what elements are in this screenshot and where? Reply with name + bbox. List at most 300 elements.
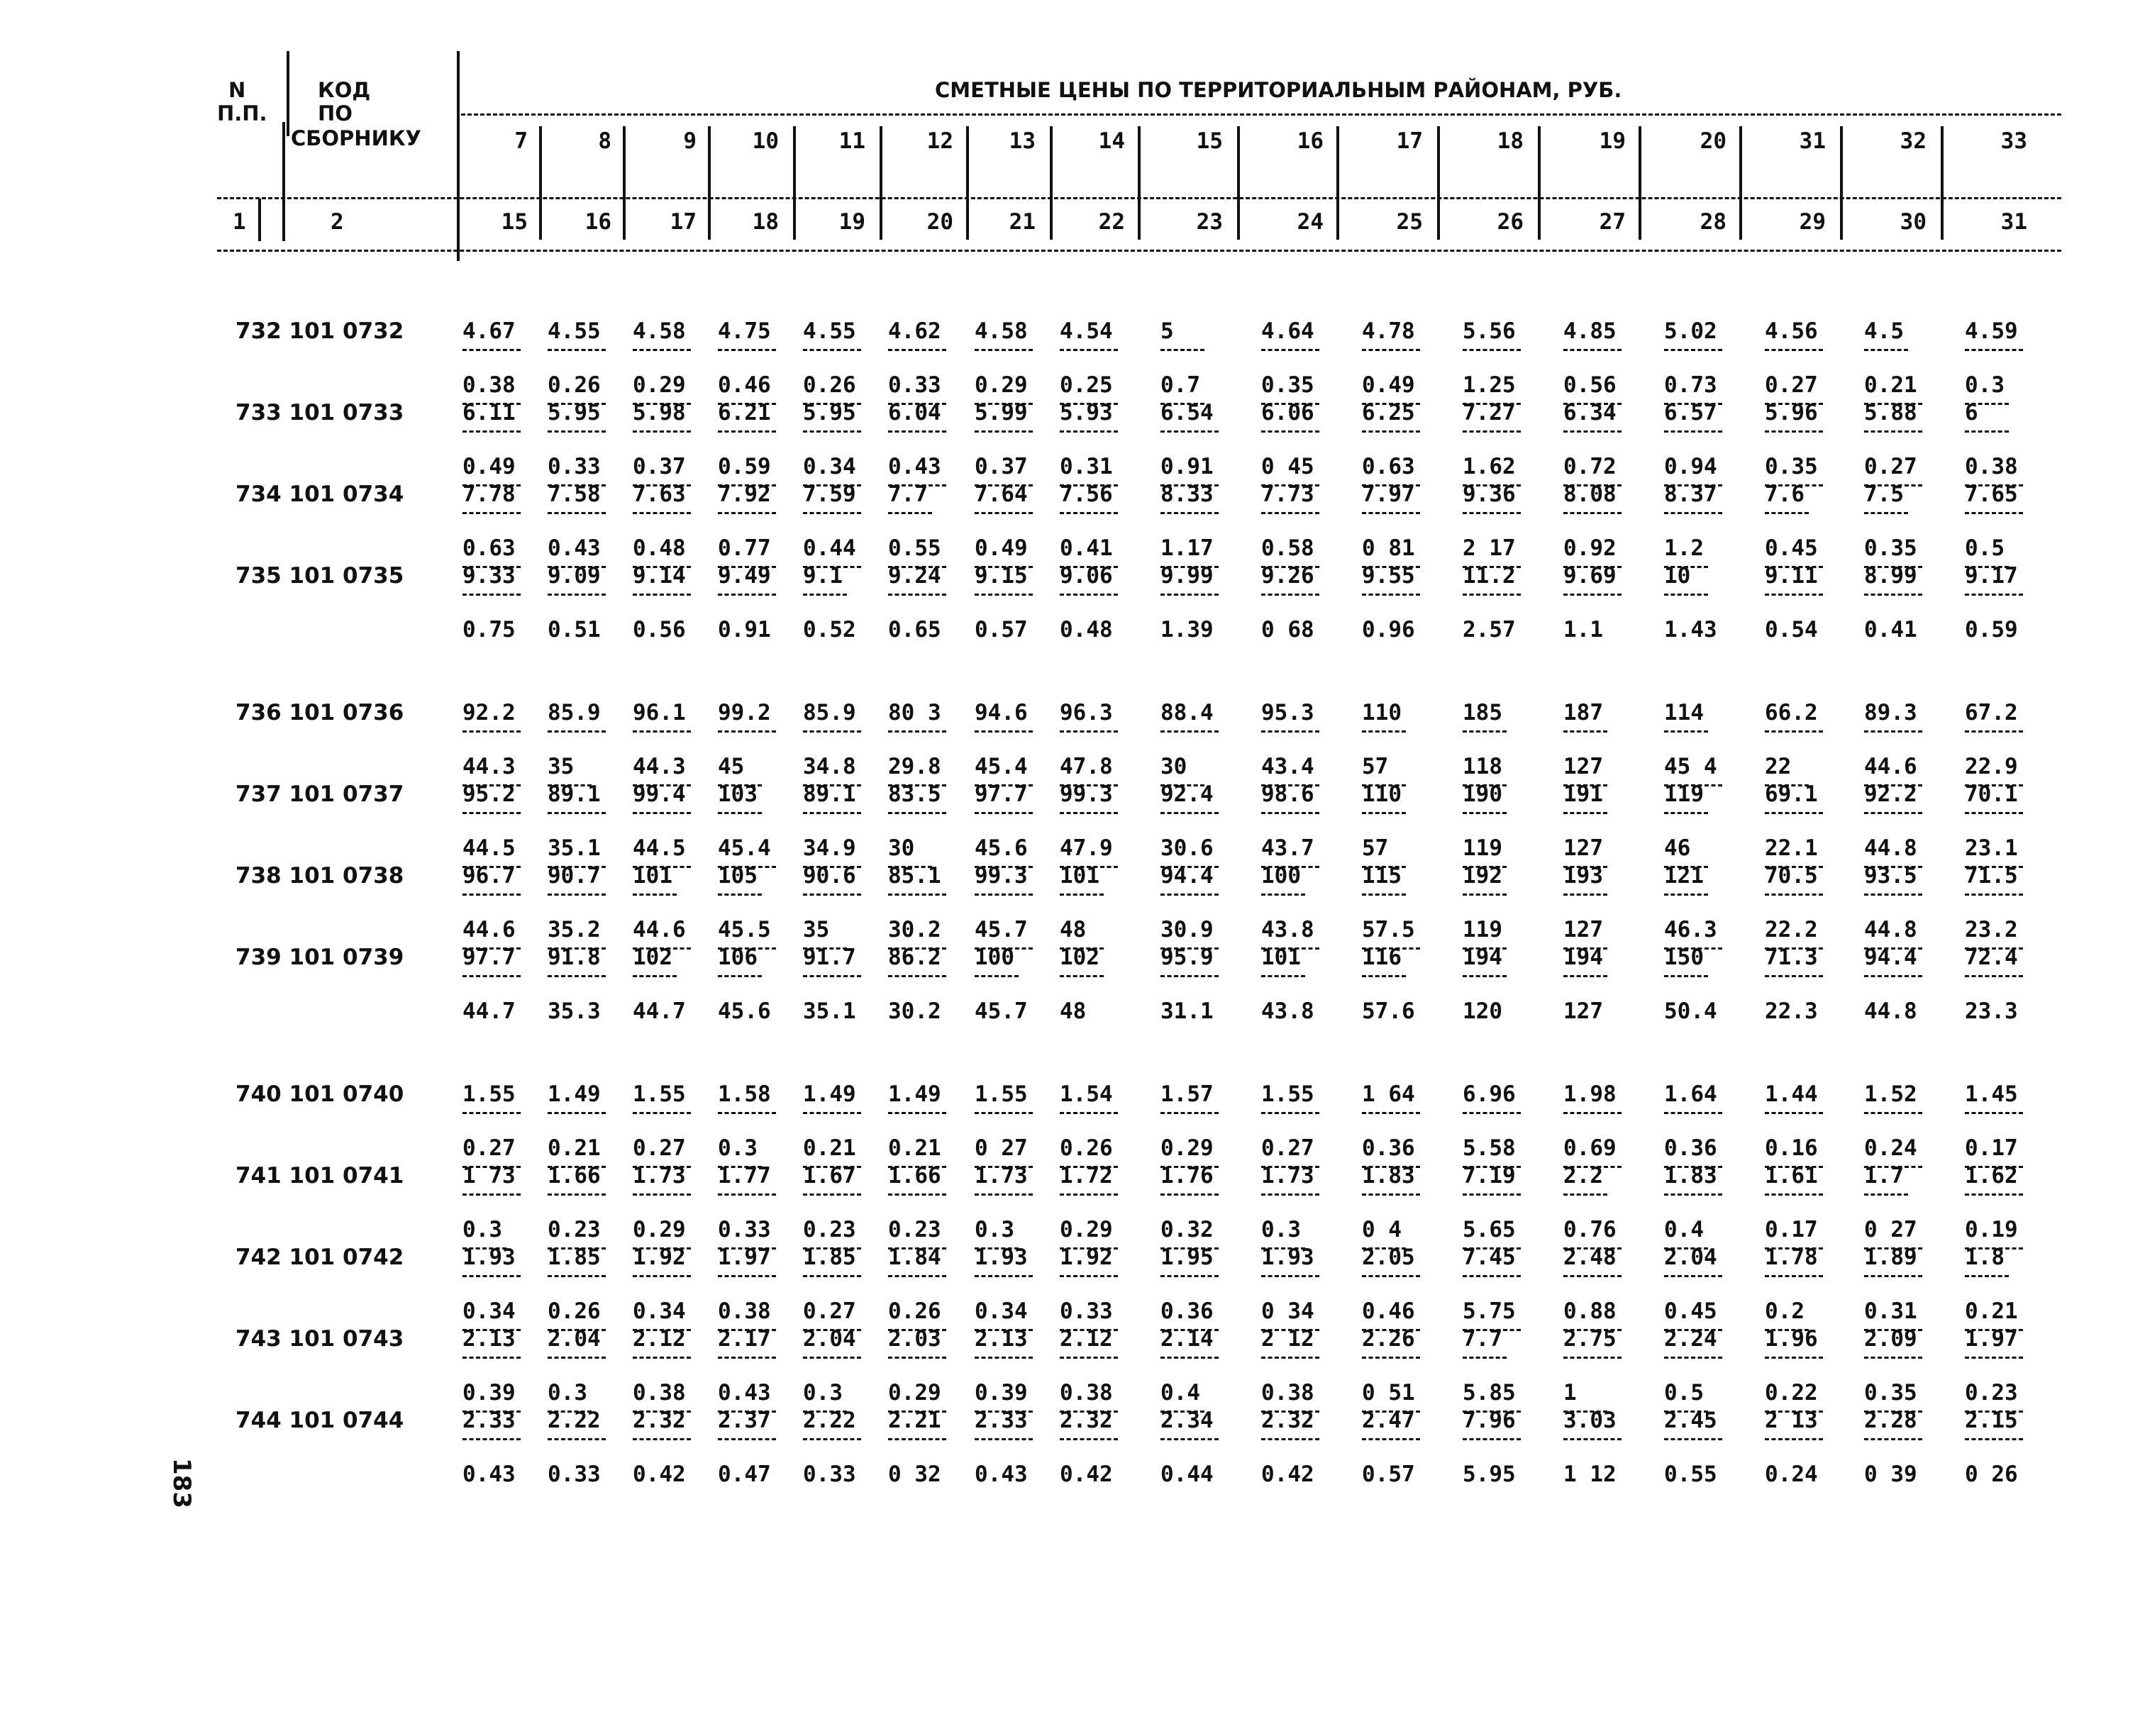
header-rule bbox=[217, 250, 2061, 252]
fraction-bar bbox=[888, 594, 946, 596]
price-cell: 0.21 bbox=[548, 1135, 601, 1162]
district-number: 7 bbox=[514, 128, 528, 154]
price-cell: 0.65 bbox=[888, 617, 941, 643]
price-cell: 0.63 bbox=[1362, 454, 1415, 480]
column-index: 25 bbox=[1396, 209, 1423, 235]
price-cell: 0.34 bbox=[975, 1298, 1028, 1325]
fraction-bar bbox=[975, 975, 1019, 977]
fraction-bar bbox=[633, 430, 691, 433]
fraction-bar bbox=[1362, 812, 1406, 814]
price-cell: 30.9 bbox=[1160, 917, 1214, 943]
fraction-bar bbox=[1765, 975, 1823, 977]
price-cell: 0.56 bbox=[633, 617, 686, 643]
district-number: 18 bbox=[1497, 128, 1524, 154]
fraction-bar bbox=[548, 812, 606, 814]
price-cell: 22.3 bbox=[1765, 998, 1818, 1025]
price-cell: 99.3 bbox=[975, 863, 1028, 889]
price-cell: 102 bbox=[1060, 945, 1099, 970]
price-cell: 6.11 bbox=[462, 400, 516, 425]
fraction-bar bbox=[1563, 730, 1607, 733]
price-cell: 1.57 bbox=[1160, 1081, 1214, 1107]
fraction-bar bbox=[1463, 894, 1507, 896]
price-cell: 0.5 bbox=[1664, 1380, 1704, 1406]
fraction-bar bbox=[633, 1112, 691, 1114]
price-cell: 100 bbox=[975, 945, 1014, 970]
price-cell: 0.45 bbox=[1765, 535, 1818, 562]
fraction-bar bbox=[1261, 349, 1319, 351]
district-number: 31 bbox=[1799, 128, 1826, 154]
price-cell: 0.41 bbox=[1060, 535, 1113, 562]
price-cell: 1.97 bbox=[1965, 1326, 2018, 1352]
fraction-bar bbox=[1362, 1438, 1420, 1440]
price-cell: 99.4 bbox=[633, 781, 686, 807]
price-cell: 2.22 bbox=[803, 1408, 856, 1433]
fraction-bar bbox=[803, 812, 861, 814]
price-cell: 50.4 bbox=[1664, 998, 1717, 1025]
price-cell: 44.6 bbox=[462, 917, 516, 943]
price-cell: 2.32 bbox=[633, 1408, 686, 1433]
price-cell: 7.7 bbox=[1463, 1326, 1502, 1352]
fraction-bar bbox=[1060, 594, 1118, 596]
fraction-bar bbox=[548, 594, 606, 596]
price-cell: 57 bbox=[1362, 754, 1389, 780]
price-cell: 114 bbox=[1664, 700, 1704, 725]
price-cell: 0.7 bbox=[1160, 372, 1200, 399]
price-cell: 0 68 bbox=[1261, 617, 1314, 643]
price-cell: 70.1 bbox=[1965, 781, 2018, 807]
fraction-bar bbox=[1864, 1438, 1922, 1440]
price-cell: 7.5 bbox=[1864, 482, 1904, 507]
fraction-bar bbox=[633, 594, 691, 596]
price-cell: 30.2 bbox=[888, 998, 941, 1025]
fraction-bar bbox=[1261, 430, 1319, 433]
fraction-bar bbox=[1765, 812, 1823, 814]
column-index: 24 bbox=[1297, 209, 1324, 235]
fraction-bar bbox=[1664, 594, 1708, 596]
price-cell: 0.57 bbox=[975, 617, 1028, 643]
price-cell: 9.26 bbox=[1261, 563, 1314, 589]
price-cell: 44.6 bbox=[633, 917, 686, 943]
price-cell: 1.44 bbox=[1765, 1081, 1818, 1107]
price-cell: 0 26 bbox=[1965, 1462, 2018, 1488]
price-cell: 0.43 bbox=[462, 1462, 516, 1488]
price-cell: 1.58 bbox=[718, 1081, 771, 1107]
price-cell: 0.43 bbox=[888, 454, 941, 480]
price-cell: 57.5 bbox=[1362, 917, 1415, 943]
price-cell: 0.69 bbox=[1563, 1135, 1617, 1162]
fraction-bar bbox=[1664, 975, 1708, 977]
price-cell: 0.4 bbox=[1664, 1217, 1704, 1243]
fraction-bar bbox=[1563, 1275, 1622, 1277]
fraction-bar bbox=[462, 1357, 521, 1359]
price-cell: 0.94 bbox=[1664, 454, 1717, 480]
price-cell: 0 27 bbox=[1864, 1217, 1917, 1243]
price-cell: 5.88 bbox=[1864, 400, 1917, 425]
price-cell: 1.67 bbox=[803, 1163, 856, 1189]
price-cell: 0.44 bbox=[803, 535, 856, 562]
fraction-bar bbox=[803, 594, 847, 596]
fraction-bar bbox=[803, 730, 861, 733]
price-cell: 1.97 bbox=[718, 1245, 771, 1270]
price-cell: 2.03 bbox=[888, 1326, 941, 1352]
price-cell: 0.25 bbox=[1060, 372, 1113, 399]
price-cell: 1.66 bbox=[888, 1163, 941, 1189]
price-cell: 9.69 bbox=[1563, 563, 1617, 589]
fraction-bar bbox=[1160, 1112, 1219, 1114]
price-cell: 2.37 bbox=[718, 1408, 771, 1433]
fraction-bar bbox=[462, 894, 521, 896]
price-cell: 22.9 bbox=[1965, 754, 2018, 780]
price-cell: 0.21 bbox=[1965, 1298, 2018, 1325]
price-cell: 31.1 bbox=[1160, 998, 1214, 1025]
row-code: 743 101 0743 bbox=[235, 1326, 404, 1352]
price-cell: 8.33 bbox=[1160, 482, 1214, 507]
price-cell: 43.8 bbox=[1261, 917, 1314, 943]
price-cell: 0.27 bbox=[633, 1135, 686, 1162]
fraction-bar bbox=[1965, 975, 2023, 977]
fraction-bar bbox=[1563, 1438, 1622, 1440]
price-cell: 0.3 bbox=[1261, 1217, 1301, 1243]
price-cell: 85.9 bbox=[548, 700, 601, 725]
price-cell: 0.42 bbox=[1060, 1462, 1113, 1488]
price-cell: 0.76 bbox=[1563, 1217, 1617, 1243]
price-cell: 127 bbox=[1563, 998, 1603, 1025]
price-cell: 1.98 bbox=[1563, 1081, 1617, 1107]
price-cell: 0.2 bbox=[1765, 1298, 1805, 1325]
column-separator bbox=[1050, 126, 1053, 240]
price-cell: 191 bbox=[1563, 781, 1603, 807]
district-number: 13 bbox=[1009, 128, 1036, 154]
price-cell: 4.54 bbox=[1060, 318, 1113, 344]
price-cell: 90.7 bbox=[548, 863, 601, 889]
price-cell: 4.67 bbox=[462, 318, 516, 344]
price-cell: 6.57 bbox=[1664, 400, 1717, 425]
fraction-bar bbox=[1060, 1194, 1118, 1196]
price-cell: 0.24 bbox=[1864, 1135, 1917, 1162]
fraction-bar bbox=[1864, 975, 1922, 977]
price-cell: 0.3 bbox=[718, 1135, 758, 1162]
fraction-bar bbox=[548, 975, 606, 977]
price-cell: 0.44 bbox=[1160, 1462, 1214, 1488]
fraction-bar bbox=[803, 975, 861, 977]
fraction-bar bbox=[1261, 730, 1319, 733]
price-cell: 4.85 bbox=[1563, 318, 1617, 344]
fraction-bar bbox=[1261, 975, 1305, 977]
price-cell: 0.34 bbox=[462, 1298, 516, 1325]
fraction-bar bbox=[1765, 1438, 1823, 1440]
fraction-bar bbox=[975, 1438, 1033, 1440]
fraction-bar bbox=[1463, 1112, 1521, 1114]
column-index: 30 bbox=[1900, 209, 1927, 235]
price-cell: 45 bbox=[718, 754, 745, 780]
fraction-bar bbox=[1362, 349, 1420, 351]
fraction-bar bbox=[548, 1357, 606, 1359]
price-cell: 34.8 bbox=[803, 754, 856, 780]
fraction-bar bbox=[718, 1275, 776, 1277]
price-cell: 7.97 bbox=[1362, 482, 1415, 507]
fraction-bar bbox=[1965, 349, 2023, 351]
fraction-bar bbox=[633, 512, 691, 514]
fraction-bar bbox=[1864, 594, 1922, 596]
price-cell: 1.62 bbox=[1965, 1163, 2018, 1189]
price-cell: 0.3 bbox=[803, 1380, 843, 1406]
price-cell: 0.23 bbox=[803, 1217, 856, 1243]
price-cell: 1.72 bbox=[1060, 1163, 1113, 1189]
price-cell: 10 bbox=[1664, 563, 1691, 589]
fraction-bar bbox=[633, 349, 691, 351]
price-cell: 47.9 bbox=[1060, 835, 1113, 862]
price-cell: 0.39 bbox=[975, 1380, 1028, 1406]
fraction-bar bbox=[1965, 812, 2023, 814]
price-cell: 127 bbox=[1563, 754, 1603, 780]
price-cell: 44.6 bbox=[1864, 754, 1917, 780]
price-cell: 44.5 bbox=[633, 835, 686, 862]
fraction-bar bbox=[888, 975, 946, 977]
price-cell: 5.95 bbox=[548, 400, 601, 425]
price-cell: 1 bbox=[1563, 1380, 1577, 1406]
fraction-bar bbox=[1864, 812, 1922, 814]
fraction-bar bbox=[1060, 349, 1118, 351]
column-separator bbox=[623, 126, 626, 240]
price-cell: 0.38 bbox=[1060, 1380, 1113, 1406]
price-cell: 1.64 bbox=[1664, 1081, 1717, 1107]
price-cell: 2.22 bbox=[548, 1408, 601, 1433]
price-cell: 120 bbox=[1463, 998, 1502, 1025]
fraction-bar bbox=[1965, 730, 2023, 733]
fraction-bar bbox=[1864, 730, 1922, 733]
price-cell: 101 bbox=[1261, 945, 1301, 970]
price-cell: 1.43 bbox=[1664, 617, 1717, 643]
price-cell: 4.59 bbox=[1965, 318, 2018, 344]
price-cell: 2.13 bbox=[975, 1326, 1028, 1352]
price-cell: 4.64 bbox=[1261, 318, 1314, 344]
price-cell: 118 bbox=[1463, 754, 1502, 780]
fraction-bar bbox=[1060, 512, 1118, 514]
price-cell: 2.09 bbox=[1864, 1326, 1917, 1352]
fraction-bar bbox=[1765, 1275, 1823, 1277]
price-cell: 57 bbox=[1362, 835, 1389, 862]
price-cell: 35 bbox=[803, 917, 830, 943]
price-cell: 5 bbox=[1160, 318, 1174, 344]
fraction-bar bbox=[718, 349, 776, 351]
fraction-bar bbox=[975, 1112, 1033, 1114]
price-cell: 6.21 bbox=[718, 400, 771, 425]
column-index: 18 bbox=[752, 209, 779, 235]
fraction-bar bbox=[1965, 1438, 2023, 1440]
price-cell: 8.99 bbox=[1864, 563, 1917, 589]
price-cell: 0.38 bbox=[462, 372, 516, 399]
fraction-bar bbox=[718, 1357, 776, 1359]
price-cell: 44.7 bbox=[633, 998, 686, 1025]
row-code: 736 101 0736 bbox=[235, 700, 404, 725]
price-cell: 30 bbox=[1160, 754, 1187, 780]
fraction-bar bbox=[718, 1112, 776, 1114]
price-cell: 1.39 bbox=[1160, 617, 1214, 643]
fraction-bar bbox=[1463, 1438, 1521, 1440]
price-cell: 0.96 bbox=[1362, 617, 1415, 643]
price-cell: 85.1 bbox=[888, 863, 941, 889]
price-cell: 44.3 bbox=[462, 754, 516, 780]
price-cell: 4.56 bbox=[1765, 318, 1818, 344]
fraction-bar bbox=[462, 1438, 521, 1440]
price-cell: 0.43 bbox=[718, 1380, 771, 1406]
fraction-bar bbox=[975, 1275, 1033, 1277]
fraction-bar bbox=[1664, 1194, 1722, 1196]
fraction-bar bbox=[1765, 894, 1823, 896]
price-cell: 2.57 bbox=[1463, 617, 1516, 643]
price-cell: 95.9 bbox=[1160, 945, 1214, 970]
price-cell: 5.02 bbox=[1664, 318, 1717, 344]
price-cell: 45.4 bbox=[718, 835, 771, 862]
price-cell: 2.75 bbox=[1563, 1326, 1617, 1352]
column-index: 20 bbox=[926, 209, 953, 235]
fraction-bar bbox=[1965, 512, 2023, 514]
price-cell: 2.33 bbox=[975, 1408, 1028, 1433]
price-cell: 1.92 bbox=[633, 1245, 686, 1270]
price-cell: 119 bbox=[1463, 835, 1502, 862]
price-cell: 0.34 bbox=[803, 454, 856, 480]
price-cell: 119 bbox=[1463, 917, 1502, 943]
price-cell: 9.11 bbox=[1765, 563, 1818, 589]
price-cell: 22.1 bbox=[1765, 835, 1818, 862]
price-cell: 2.47 bbox=[1362, 1408, 1415, 1433]
fraction-bar bbox=[1362, 894, 1406, 896]
price-cell: 4.58 bbox=[633, 318, 686, 344]
price-cell: 0.55 bbox=[1664, 1462, 1717, 1488]
fraction-bar bbox=[1864, 1112, 1922, 1114]
price-cell: 35.3 bbox=[548, 998, 601, 1025]
price-cell: 44.8 bbox=[1864, 917, 1917, 943]
fraction-bar bbox=[975, 512, 1033, 514]
price-cell: 45.4 bbox=[975, 754, 1028, 780]
fraction-bar bbox=[803, 1438, 861, 1440]
price-cell: 103 bbox=[718, 781, 758, 807]
price-cell: 0.22 bbox=[1765, 1380, 1818, 1406]
district-number: 10 bbox=[752, 128, 779, 154]
price-cell: 0.52 bbox=[803, 617, 856, 643]
price-cell: 1.45 bbox=[1965, 1081, 2018, 1107]
district-number: 20 bbox=[1700, 128, 1726, 154]
price-cell: 2.12 bbox=[633, 1326, 686, 1352]
price-cell: 101 bbox=[633, 863, 672, 889]
column-separator bbox=[282, 122, 285, 241]
district-number: 17 bbox=[1396, 128, 1423, 154]
fraction-bar bbox=[1864, 512, 1908, 514]
price-cell: 23.2 bbox=[1965, 917, 2018, 943]
fraction-bar bbox=[888, 812, 946, 814]
fraction-bar bbox=[718, 894, 762, 896]
price-cell: 1.49 bbox=[888, 1081, 941, 1107]
fraction-bar bbox=[462, 812, 521, 814]
price-cell: 9.24 bbox=[888, 563, 941, 589]
price-cell: 0.43 bbox=[975, 1462, 1028, 1488]
fraction-bar bbox=[1160, 812, 1219, 814]
price-cell: 30 bbox=[888, 835, 915, 862]
price-cell: 0.19 bbox=[1965, 1217, 2018, 1243]
fraction-bar bbox=[1664, 894, 1708, 896]
price-cell: 194 bbox=[1563, 945, 1603, 970]
fraction-bar bbox=[1563, 349, 1622, 351]
fraction-bar bbox=[718, 512, 776, 514]
fraction-bar bbox=[888, 1194, 946, 1196]
fraction-bar bbox=[1965, 894, 2023, 896]
district-number: 33 bbox=[2000, 128, 2027, 154]
price-cell: 0.31 bbox=[1060, 454, 1113, 480]
fraction-bar bbox=[888, 1275, 946, 1277]
fraction-bar bbox=[1765, 349, 1823, 351]
price-cell: 2.17 bbox=[718, 1326, 771, 1352]
price-cell: 0.43 bbox=[548, 535, 601, 562]
price-cell: 44.5 bbox=[462, 835, 516, 862]
price-cell: 5.85 bbox=[1463, 1380, 1516, 1406]
column-separator bbox=[539, 126, 542, 240]
price-cell: 0 4 bbox=[1362, 1217, 1402, 1243]
price-cell: 5.58 bbox=[1463, 1135, 1516, 1162]
price-cell: 22 bbox=[1765, 754, 1792, 780]
row-code: 735 101 0735 bbox=[235, 563, 404, 589]
column-index: 27 bbox=[1599, 209, 1626, 235]
fraction-bar bbox=[1965, 430, 2009, 433]
price-cell: 0.27 bbox=[803, 1298, 856, 1325]
price-cell: 0.77 bbox=[718, 535, 771, 562]
price-cell: 0.29 bbox=[633, 1217, 686, 1243]
price-cell: 43.7 bbox=[1261, 835, 1314, 862]
price-cell: 0.35 bbox=[1864, 535, 1917, 562]
header-rule bbox=[461, 113, 2061, 116]
price-cell: 2.05 bbox=[1362, 1245, 1415, 1270]
fraction-bar bbox=[1463, 975, 1507, 977]
fraction-bar bbox=[1060, 1275, 1118, 1277]
price-cell: 1.93 bbox=[462, 1245, 516, 1270]
price-cell: 23.1 bbox=[1965, 835, 2018, 862]
fraction-bar bbox=[975, 349, 1033, 351]
row-code: 738 101 0738 bbox=[235, 863, 404, 889]
price-cell: 7.73 bbox=[1261, 482, 1314, 507]
price-cell: 0.26 bbox=[803, 372, 856, 399]
fraction-bar bbox=[1261, 1275, 1319, 1277]
fraction-bar bbox=[1362, 730, 1406, 733]
row-code: 737 101 0737 bbox=[235, 781, 404, 807]
price-cell: 0.26 bbox=[548, 372, 601, 399]
fraction-bar bbox=[1362, 1112, 1420, 1114]
price-cell: 2 17 bbox=[1463, 535, 1516, 562]
row-code: 742 101 0742 bbox=[235, 1245, 404, 1270]
price-cell: 47.8 bbox=[1060, 754, 1113, 780]
price-cell: 119 bbox=[1664, 781, 1704, 807]
price-cell: 70.5 bbox=[1765, 863, 1818, 889]
fraction-bar bbox=[975, 894, 1033, 896]
fraction-bar bbox=[1261, 1112, 1319, 1114]
price-cell: 0.54 bbox=[1765, 617, 1818, 643]
fraction-bar bbox=[803, 512, 861, 514]
price-cell: 0.56 bbox=[1563, 372, 1617, 399]
price-cell: 2.15 bbox=[1965, 1408, 2018, 1433]
price-cell: 89.3 bbox=[1864, 700, 1917, 725]
price-cell: 9.1 bbox=[803, 563, 843, 589]
district-number: 12 bbox=[926, 128, 953, 154]
price-cell: 4.5 bbox=[1864, 318, 1904, 344]
price-cell: 0.29 bbox=[633, 372, 686, 399]
price-cell: 45.5 bbox=[718, 917, 771, 943]
price-cell: 0.23 bbox=[1965, 1380, 2018, 1406]
fraction-bar bbox=[1362, 1275, 1420, 1277]
fraction-bar bbox=[1664, 1275, 1722, 1277]
price-cell: 9.09 bbox=[548, 563, 601, 589]
fraction-bar bbox=[888, 894, 946, 896]
price-cell: 0.29 bbox=[975, 372, 1028, 399]
fraction-bar bbox=[462, 1275, 521, 1277]
price-cell: 2.04 bbox=[1664, 1245, 1717, 1270]
